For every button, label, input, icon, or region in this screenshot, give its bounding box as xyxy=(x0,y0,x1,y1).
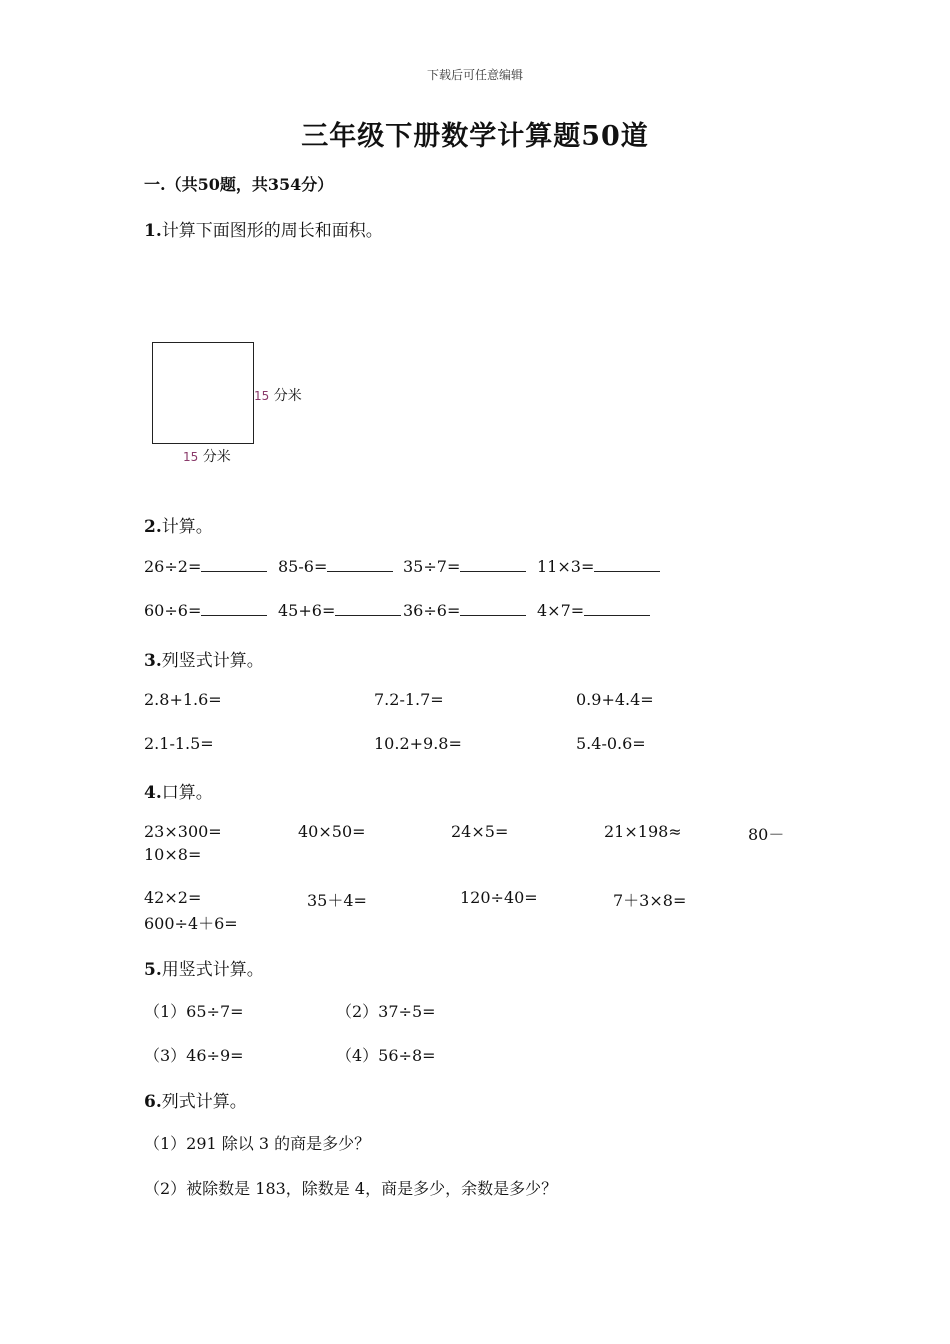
answer-blank[interactable] xyxy=(460,601,526,616)
question-2 xyxy=(144,512,213,537)
problem-item: 7.2-1.7= xyxy=(374,690,444,709)
problem-item: 7＋3×8= xyxy=(613,891,687,910)
problem-item: 85-6= xyxy=(278,557,393,576)
question-number: 2. xyxy=(144,517,162,537)
problem-item: （1）65÷7= xyxy=(144,1002,244,1021)
question-number: 6. xyxy=(144,1092,162,1112)
q3-row-1 xyxy=(0,690,950,712)
problem-item: 36÷6= xyxy=(403,601,526,620)
q3-row-2 xyxy=(0,734,950,756)
problem-item: 4×7= xyxy=(537,601,650,620)
problem-item: 2.8+1.6= xyxy=(144,690,222,709)
answer-blank[interactable] xyxy=(460,557,526,572)
side-right-unit: 分米 xyxy=(273,388,302,404)
page-title: 三年级下册数学计算题50道 xyxy=(301,121,649,152)
answer-blank[interactable] xyxy=(201,557,267,572)
problem-item: 26÷2= xyxy=(144,557,267,576)
problem-item: 600÷4＋6= xyxy=(144,914,238,933)
q6-item-1: （1）291 除以 3 的商是多少？ xyxy=(144,1134,371,1153)
q2-row-2 xyxy=(0,601,950,623)
question-5 xyxy=(144,955,264,980)
answer-blank[interactable] xyxy=(584,601,650,616)
problem-item: 23×300= xyxy=(144,822,222,841)
side-bottom-value: 15 xyxy=(183,450,199,464)
question-text: 计算。 xyxy=(161,517,213,537)
question-number: 3. xyxy=(144,651,162,671)
header-note: 下载后可任意编辑 xyxy=(426,68,523,82)
problem-item: 120÷40= xyxy=(460,888,538,907)
problem-item-continued: 10×8= xyxy=(144,845,202,864)
side-right-value: 15 xyxy=(254,389,270,403)
question-4 xyxy=(144,778,213,803)
answer-blank[interactable] xyxy=(594,557,660,572)
problem-item: 2.1-1.5= xyxy=(144,734,214,753)
square-figure xyxy=(152,342,254,444)
problem-item: 0.9+4.4= xyxy=(576,690,654,709)
q2-row-1 xyxy=(0,557,950,579)
problem-item: 35＋4= xyxy=(307,891,367,910)
problem-item: 40×50= xyxy=(298,822,366,841)
problem-item: 10.2+9.8= xyxy=(374,734,462,753)
question-text: 列竖式计算。 xyxy=(161,651,264,671)
problem-item: 11×3= xyxy=(537,557,660,576)
q5-row-2 xyxy=(0,1043,950,1065)
question-text: 计算下面图形的周长和面积。 xyxy=(161,221,383,241)
problem-item: 21×198≈ xyxy=(604,822,682,841)
answer-blank[interactable] xyxy=(201,601,267,616)
question-text: 列式计算。 xyxy=(161,1092,247,1112)
answer-blank[interactable] xyxy=(327,557,393,572)
question-text: 用竖式计算。 xyxy=(161,960,264,980)
q4-row-2 xyxy=(0,888,950,932)
question-1 xyxy=(144,216,383,241)
side-bottom-unit: 分米 xyxy=(202,449,231,465)
question-text: 口算。 xyxy=(161,783,213,803)
problem-item: 42×2= xyxy=(144,888,202,907)
q5-row-1 xyxy=(0,999,950,1021)
problem-item: 60÷6= xyxy=(144,601,267,620)
problem-item: 45+6= xyxy=(278,601,401,620)
question-number: 4. xyxy=(144,783,162,803)
question-number: 1. xyxy=(144,221,162,241)
side-label-right xyxy=(254,385,302,405)
problem-item: 24×5= xyxy=(451,822,509,841)
question-number: 5. xyxy=(144,960,162,980)
q4-row-1 xyxy=(0,822,950,866)
problem-item: 35÷7= xyxy=(403,557,526,576)
problem-item: 5.4-0.6= xyxy=(576,734,646,753)
side-label-bottom xyxy=(183,446,231,466)
answer-blank[interactable] xyxy=(335,601,401,616)
problem-item: （3）46÷9= xyxy=(144,1046,244,1065)
section-heading: 一.（共50题，共354分） xyxy=(144,175,334,194)
problem-item: （2）37÷5= xyxy=(336,1002,436,1021)
problem-item: 80－ xyxy=(748,825,785,844)
q6-item-2: （2）被除数是 183，除数是 4，商是多少，余数是多少？ xyxy=(144,1179,558,1198)
question-3 xyxy=(144,646,264,671)
question-6 xyxy=(144,1087,247,1112)
problem-item: （4）56÷8= xyxy=(336,1046,436,1065)
